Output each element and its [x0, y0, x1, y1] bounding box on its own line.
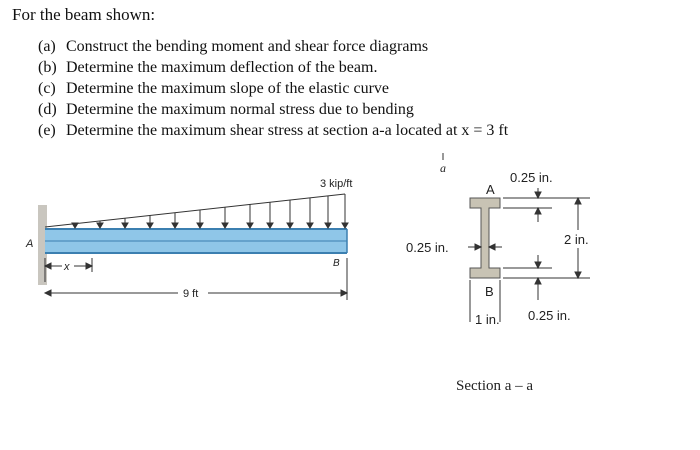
section-marker-label: a	[440, 161, 446, 175]
part-text: Determine the maximum deflection of the beam.	[66, 59, 378, 76]
section-caption: Section a – a	[456, 378, 534, 394]
i-beam-cross-section	[470, 198, 500, 278]
section-height-label: 2 in.	[564, 232, 589, 247]
load-intensity-label: 3 kip/ft	[320, 178, 353, 190]
part-label: (d)	[38, 101, 57, 118]
problem-intro: For the beam shown:	[12, 5, 156, 24]
top-flange-thickness-label: 0.25 in.	[510, 170, 553, 185]
x-distance-label: x	[64, 261, 70, 273]
part-label: (b)	[38, 59, 57, 76]
part-label: (c)	[38, 80, 56, 97]
part-label: (e)	[38, 122, 56, 139]
point-a-label: A	[26, 238, 34, 250]
flange-width-label: 1 in.	[475, 312, 500, 327]
top-point-label: A	[486, 182, 495, 197]
part-text: Construct the bending moment and shear force diagrams	[66, 38, 429, 55]
bottom-flange-thickness-label: 0.25 in.	[528, 308, 571, 323]
part-text: Determine the maximum slope of the elastic curve	[66, 80, 389, 97]
span-length-label: 9 ft	[183, 288, 199, 300]
web-thickness-label: 0.25 in.	[406, 240, 449, 255]
bottom-point-label: B	[485, 284, 494, 299]
part-text: Determine the maximum shear stress at section a-a located at x = 3 ft	[66, 122, 509, 139]
point-b-label: B	[333, 258, 340, 269]
part-label: (a)	[38, 38, 56, 55]
flange-thickness-dimension	[503, 188, 552, 222]
part-text: Determine the maximum normal stress due to bending	[66, 101, 414, 118]
